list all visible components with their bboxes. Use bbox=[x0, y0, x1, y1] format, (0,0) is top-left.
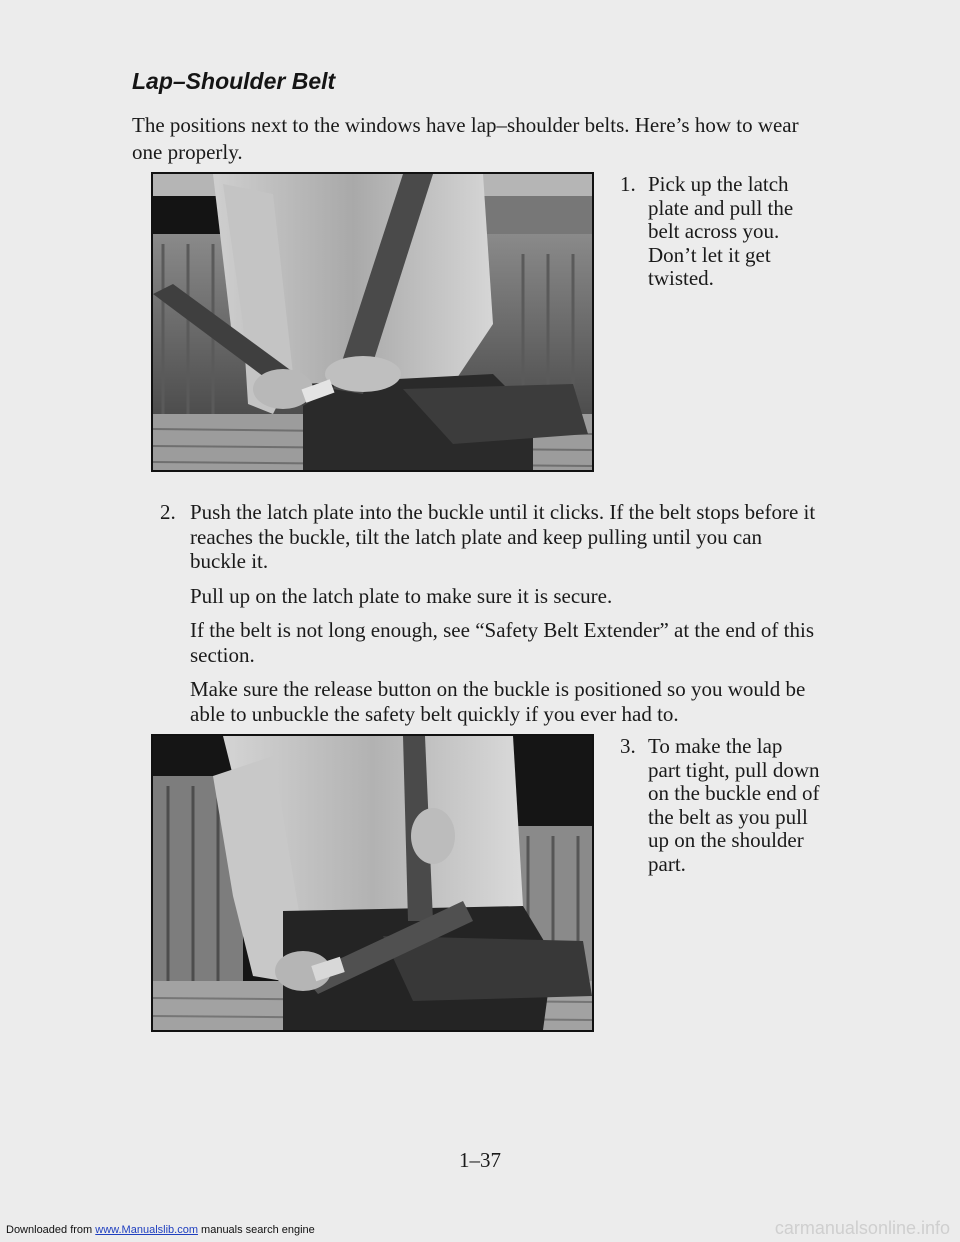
step-number: 3. bbox=[620, 734, 636, 758]
photo-pulling-belt-image bbox=[153, 174, 592, 470]
footer-prefix: Downloaded from bbox=[6, 1224, 96, 1236]
step-paragraph: Make sure the release button on the buckle is positioned so you would be able to unbuckle the safety belt quickly if you ever had to. bbox=[190, 677, 806, 726]
step-text: Pick up the latch plate and pull the belt across you. Don’t let it get twisted. bbox=[648, 172, 794, 290]
watermark: carmanualsonline.info bbox=[774, 1218, 950, 1238]
section-heading: Lap–Shoulder Belt bbox=[132, 68, 336, 94]
step-text: To make the lap part tight, pull down on the buckle end of the belt as you pull up on the shoulder part. bbox=[648, 734, 820, 876]
step-2 bbox=[160, 500, 820, 736]
step-1 bbox=[620, 173, 820, 291]
download-footer bbox=[6, 1224, 315, 1236]
footer-suffix: manuals search engine bbox=[197, 1224, 315, 1236]
photo-tightening-belt bbox=[151, 734, 594, 1032]
intro-paragraph: The positions next to the windows have lap–shoulder belts. Here’s how to wear one properly. bbox=[132, 113, 799, 164]
step-3 bbox=[620, 735, 820, 876]
step-number: 1. bbox=[620, 172, 636, 196]
step-paragraph: If the belt is not long enough, see “Safety Belt Extender” at the end of this section. bbox=[190, 618, 814, 667]
photo-tightening-belt-image bbox=[153, 736, 592, 1030]
manualslib-link[interactable]: www.Manualslib.com bbox=[95, 1224, 198, 1236]
page-number: 1–37 bbox=[459, 1148, 501, 1172]
step-number: 2. bbox=[160, 500, 176, 524]
step-paragraph: Push the latch plate into the buckle until it clicks. If the belt stops before it reaches the buckle, tilt the latch plate and keep pulling until you can buckle it. bbox=[190, 500, 816, 573]
photo-pulling-belt bbox=[151, 172, 594, 472]
step-paragraph: Pull up on the latch plate to make sure it is secure. bbox=[190, 583, 613, 608]
